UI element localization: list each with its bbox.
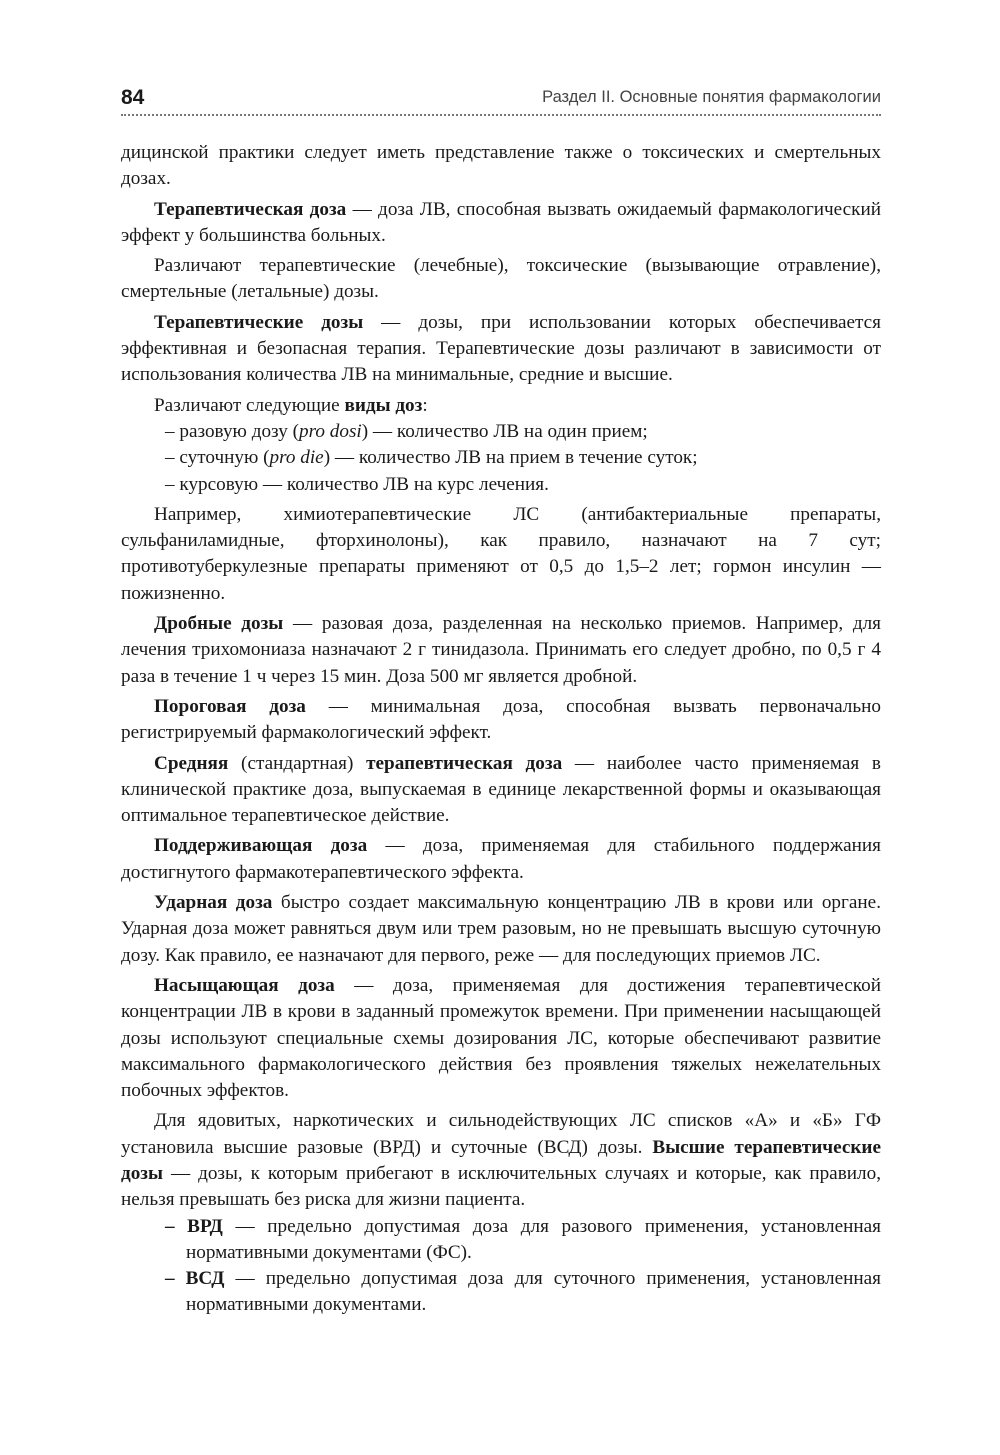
paragraph-threshold-dose: Пороговая доза — минимальная доза, способная вызвать первоначально регистрируемый фармакологический эффект.: [121, 695, 881, 744]
list-item-vrd: – ВРД — предельно допустимая доза для разового применения, установленная нормативными документами (ФС).: [165, 1215, 881, 1263]
paragraph-loading-dose: Ударная доза быстро создает максимальную концентрацию ЛВ в крови или органе. Ударная доза может равняться двум или трем разовым, но не превышать высшую суточную дозу. Как правило, ее назначают для первого, реже — для последующих приемов ЛС.: [121, 892, 881, 966]
header-dotted-rule: [121, 114, 881, 116]
term-therapeutic-dose-2: терапевтическая доза: [366, 752, 563, 774]
term-therapeutic-dose: Терапевтическая доза: [154, 198, 347, 220]
term-loading-dose: Ударная доза: [154, 892, 273, 914]
term-maintenance-dose: Поддерживающая доза: [154, 835, 368, 857]
paragraph-saturating-dose: Насыщающая доза — доза, применяемая для достижения терапевтической концентрации ЛВ в крови в заданный промежуток времени. При применении насыщающей дозы используют специальные схемы дозирования ЛС, которые обеспечивают развитие максимального фармакологического действия без проявления тяжелых нежелательных побочных эффектов.: [121, 974, 881, 1102]
term-saturating-dose: Насыщающая доза: [154, 974, 335, 996]
term-kinds-of-doses: виды доз: [344, 394, 423, 416]
running-head: Раздел II. Основные понятия фармакологии: [542, 88, 881, 106]
term-average: Средняя: [154, 752, 229, 774]
paragraph-example: Например, химиотерапевтические ЛС (антибактериальные препараты, сульфаниламидные, фторхинолоны), как правило, назначают на 7 сут; противотуберкулезные препараты применяют от 0,5 до 1,5–2 лет; гормон инсулин — пожизненно.: [121, 503, 881, 604]
list-item-daily-dose: – суточную (pro die) — количество ЛВ на прием в течение суток;: [165, 447, 698, 469]
term-vsd: – ВСД: [165, 1268, 225, 1290]
paragraph-continuation: дицинской практики следует иметь представление также о токсических и смертельных дозах.: [121, 142, 881, 190]
paragraph-fractional-doses: Дробные дозы — разовая доза, разделенная на несколько приемов. Например, для лечения трихомониаза назначают 2 г тинидазола. Принимать его следует дробно, по 0,5 г 4 раза в течение 1 ч через 15 мин. Доза 500 мг является дробной.: [121, 613, 881, 687]
list-item-single-dose: – разовую дозу (pro dosi) — количество ЛВ на один прием;: [165, 420, 648, 442]
paragraph-highest-doses: Для ядовитых, наркотических и сильнодействующих ЛС списков «А» и «Б» ГФ установила высшие разовые (ВРД) и суточные (ВСД) дозы. Высшие терапевтические дозы — дозы, к которым прибегают в исключительных случаях и которые, как правило, нельзя превышать без риска для жизни пациента.: [121, 1110, 881, 1211]
paragraph-therapeutic-dose: Терапевтическая доза — доза ЛВ, способная вызвать ожидаемый фармакологический эффект у большинства больных.: [121, 198, 881, 246]
paragraph-dose-types: Различают терапевтические (лечебные), токсические (вызывающие отравление), смертельные (летальные) дозы.: [121, 255, 881, 303]
paragraph-average-dose: Средняя (стандартная) терапевтическая доза — наиболее часто применяемая в клинической практике доза, выпускаемая в единице лекарственной формы и оказывающая оптимальное терапевтическое действие.: [121, 752, 881, 827]
list-item-vsd: – ВСД — предельно допустимая доза для суточного применения, установленная нормативными документами.: [165, 1268, 881, 1316]
term-fractional-doses: Дробные дозы: [154, 613, 284, 635]
term-threshold-dose: Пороговая доза: [154, 695, 306, 717]
text-body: [121, 140, 881, 1319]
paragraph-maintenance-dose: Поддерживающая доза — доза, применяемая для стабильного поддержания достигнутого фармакотерапевтического эффекта.: [121, 835, 881, 883]
page-header: [121, 82, 881, 116]
page-number: 84: [121, 86, 145, 109]
paragraph-kinds-of-doses: Различают следующие виды доз:: [154, 394, 428, 416]
term-highest-therapeutic-doses: Высшие терапевтические дозы: [121, 1136, 881, 1184]
paragraph-therapeutic-doses: Терапевтические дозы — дозы, при использовании которых обеспечивается эффективная и безопасная терапия. Терапевтические дозы различают в зависимости от использования количества ЛВ на минимальные, средние и высшие.: [121, 311, 881, 386]
list-item-course-dose: – курсовую — количество ЛВ на курс лечения.: [165, 473, 549, 495]
term-vrd: – ВРД: [165, 1215, 223, 1237]
term-therapeutic-doses: Терапевтические дозы: [154, 311, 364, 333]
